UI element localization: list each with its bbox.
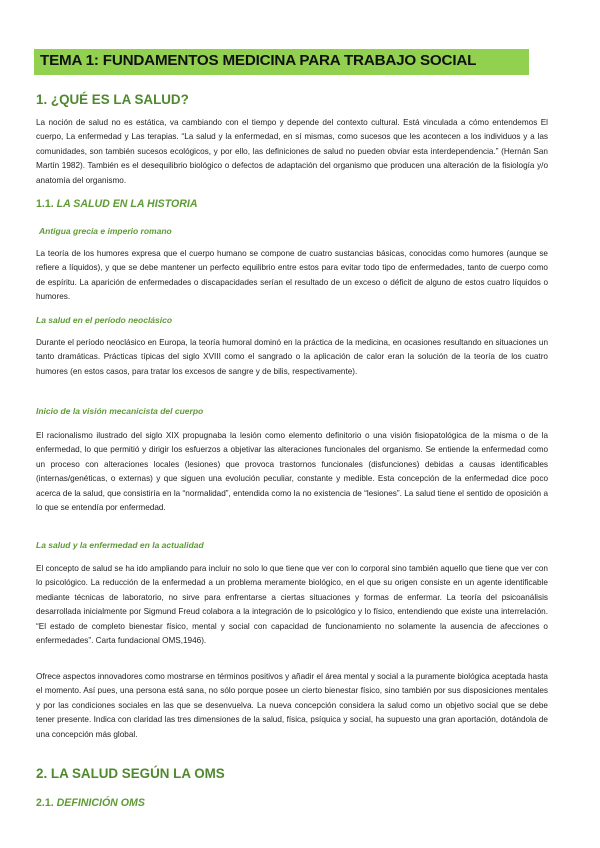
topic-paragraph-antigua-grecia: La teoría de los humores expresa que el cuerpo humano se compone de cuatro sustancias básicas, conocidas como humores (aunque se refiere a líquidos), y que se debe mantener un perfecto equilibrio entre estos para evitar todo tipo de enfermedades, tanto de cuerpo como de espíritu. La aparición de enfermedades o discapacidades serían el resultado de un exceso o déficit de alguno de estos cuatro líquidos o humores. — [36, 249, 548, 302]
subsection-2-1-title: DEFINICIÓN OMS — [56, 797, 145, 809]
topic-heading-actualidad: La salud y la enfermedad en la actualidad — [36, 540, 204, 550]
topic-paragraph-actualidad-2: Ofrece aspectos innovadores como mostrarse en términos positivos y añadir el área mental y social a la puramente biológica aceptada hasta el momento. Así pues, una persona está sana, no sólo porque posee un cierto bienestar físico, sino también por sus disposiciones mentales y por las condiciones sociales en las que se desenvuelva. La nueva concepción considera la salud como un objetivo social que se debe tener presente. Indica con claridad las tres dimensiones de la salud, física, psíquica y social, ha supuesto una gran aportación, dotándola de una concepción más global. — [36, 672, 548, 739]
topic-heading-antigua-grecia: Antigua grecia e imperio romano — [39, 226, 172, 236]
subsection-1-1-heading — [36, 198, 197, 210]
topic-paragraph-neoclasico: Durante el período neoclásico en Europa, la teoría humoral dominó en la práctica de la medicina, en ocasiones resultando en situaciones un tanto dramáticas. Prácticas típicas del siglo XVIII como el sangrado o la aplicación de calor eran la solución de la teoría de los cuatro humores (en estos casos, para tratar los excesos de sangre y de bilis, respectivamente). — [36, 338, 548, 376]
document-title: TEMA 1: FUNDAMENTOS MEDICINA PARA TRABAJO SOCIAL — [40, 52, 477, 69]
subsection-2-1-number: 2.1. — [36, 797, 54, 809]
section-1-intro: La noción de salud no es estática, va cambiando con el tiempo y depende del contexto cultural. Está vinculada a cómo entendemos El cuerpo, La enfermedad y Las terapias. “La salud y la enfermedad, en sí mismas, como sucesos que les acontecen a los individuos y a las comunidades, son también sucesos ecológicos, y por ello, las definiciones de salud no pueden obviar esta interdependencia.” (Hernán San Martín 1982). También es el desequilibrio biológico o defectos de adaptación del organismo que producen una alteración de la fisiología y/o anatomía del organismo. — [36, 118, 548, 185]
subsection-2-1-heading — [36, 797, 145, 809]
topic-heading-mecanicista: Inicio de la visión mecanicista del cuerpo — [36, 406, 204, 416]
subsection-1-1-number: 1.1. — [36, 198, 54, 210]
topic-heading-neoclasico: La salud en el período neoclásico — [36, 315, 173, 325]
subsection-1-1-title: LA SALUD EN LA HISTORIA — [56, 198, 198, 210]
section-1-heading: 1. ¿QUÉ ES LA SALUD? — [36, 92, 189, 107]
topic-paragraph-mecanicista: El racionalismo ilustrado del siglo XIX propugnaba la lesión como elemento definitorio o una visión fisiopatológica de la misma o de la enfermedad, lo que permitió y dirigir los esfuerzos a objetivar las alteraciones funcionales del organismo. Se entiende la enfermedad como un proceso con alteraciones locales (lesiones) que provoca trastornos funcionales (disfunciones) debidas a causas identificables (internas/genéticas, o externas) y que siguen una evolución peculiar, constante y medible. Esta concepción de la enfermedad dice poco acerca de la salud, que consistiría en la “normalidad”, entendida como la no existencia de “lesiones”. La salud tiene el sentido de oposición a lo que se entendía por enfermedad. — [36, 431, 548, 513]
topic-paragraph-actualidad: El concepto de salud se ha ido ampliando para incluir no solo lo que tiene que ver con lo corporal sino también aquello que tiene que ver con lo psicológico. La reducción de la enfermedad a un problema meramente biológico, en el que su origen consiste en un agente identificable mediante técnicas de laboratorio, no sirve para enfrentarse a ciertas situaciones y formas de enfermar. La teoría del psicoanálisis desarrollada inicialmente por Sigmund Freud colabora a la integración de lo psicológico y lo físico, entendiendo que existe una interrelación. “El estado de completo bienestar físico, mental y social con capacidad de funcionamiento no solamente la ausencia de afecciones o enfermedades”. Carta fundacional OMS,1946). — [36, 564, 548, 646]
title-banner — [34, 49, 529, 75]
section-2-heading: 2. LA SALUD SEGÚN LA OMS — [36, 766, 225, 781]
